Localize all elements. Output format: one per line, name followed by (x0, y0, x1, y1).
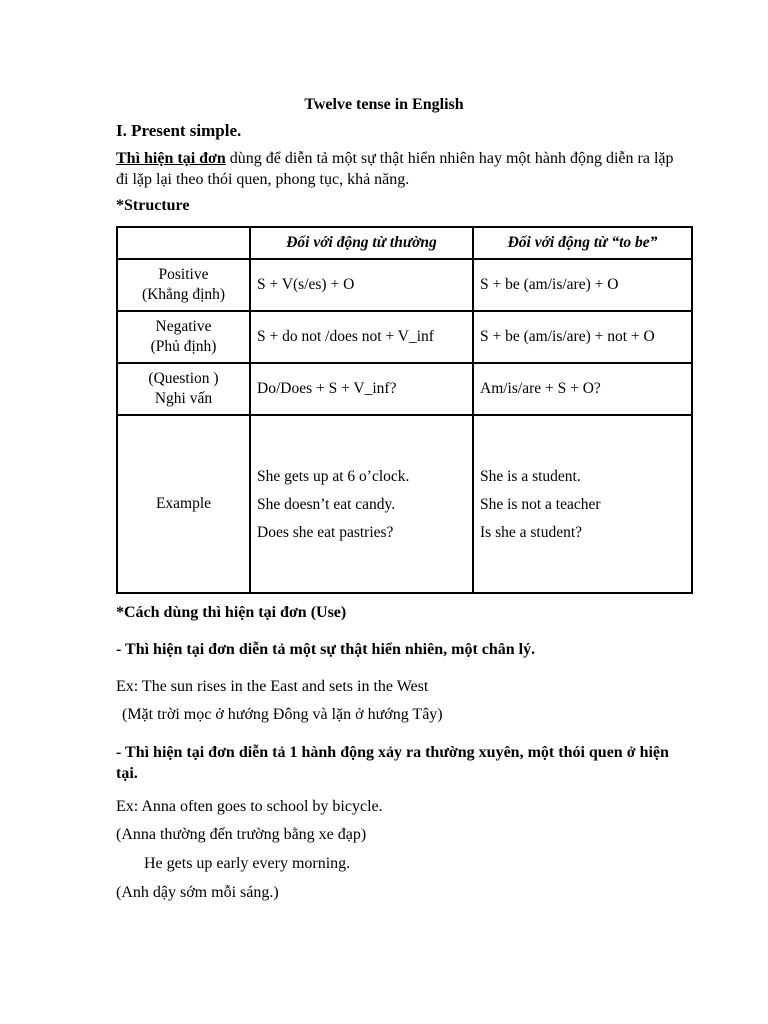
cell-to-be: Am/is/are + S + O? (473, 363, 692, 415)
section-heading: I. Present simple. (116, 121, 242, 140)
table-row (117, 363, 692, 415)
row-label-example: Example (117, 415, 250, 593)
row-label-positive (117, 259, 250, 311)
table-header-to-be: Đối với động từ “to be” (473, 227, 692, 259)
usage-bullet-1: - Thì hiện tại đơn diễn tả một sự thật hiển nhiên, một chân lý. (116, 641, 536, 658)
row-label-en: Positive (158, 266, 209, 283)
example-line: She is not a teacher (480, 495, 601, 513)
cell-regular: S + V(s/es) + O (250, 259, 473, 311)
usage-example-1: Ex: The sun rises in the East and sets in the West (116, 678, 429, 695)
table-row-example (117, 415, 692, 593)
usage-example-2: Ex: Anna often goes to school by bicycle. (116, 798, 383, 815)
table-header-empty (117, 227, 250, 259)
row-label-question (117, 363, 250, 415)
usage-example-3: He gets up early every morning. (144, 855, 351, 872)
cell-to-be: S + be (am/is/are) + not + O (473, 311, 692, 363)
usage-translation-2: (Anna thường đến trường bằng xe đạp) (116, 826, 367, 843)
row-label-en: (Question ) (148, 370, 219, 387)
table-header-row (117, 227, 692, 259)
example-line: She doesn’t eat candy. (257, 495, 396, 513)
example-line: Does she eat pastries? (257, 523, 394, 541)
table-row (117, 259, 692, 311)
table-row (117, 311, 692, 363)
row-label-vi: Nghi vấn (154, 390, 213, 407)
usage-heading: *Cách dùng thì hiện tại đơn (Use) (116, 604, 347, 621)
structure-table (116, 226, 693, 594)
row-label-vi: (Khẳng định) (141, 286, 226, 303)
cell-example-regular (250, 415, 473, 593)
cell-example-to-be (473, 415, 692, 593)
usage-bullet-2: - Thì hiện tại đơn diễn tả 1 hành động xảy ra thường xuyên, một thói quen ở hiện tại. (116, 744, 669, 782)
usage-translation-1: (Mặt trời mọc ở hướng Đông và lặn ở hướng Tây) (122, 706, 443, 723)
cell-to-be: S + be (am/is/are) + O (473, 259, 692, 311)
table-header-regular: Đối với động từ thường (250, 227, 473, 259)
intro-text: dùng để diễn tả một sự thật hiển nhiên hay một hành động diễn ra lặp đi lặp lại theo thói quen, phong tục, khả năng. (116, 150, 674, 188)
cell-regular: S + do not /does not + V_inf (250, 311, 473, 363)
intro-paragraph (116, 148, 676, 190)
row-label-vi: (Phủ định) (150, 338, 217, 355)
structure-heading: *Structure (116, 197, 190, 214)
document-title: Twelve tense in English (304, 96, 464, 113)
usage-translation-3: (Anh dậy sớm mỗi sáng.) (116, 884, 279, 901)
example-line: Is she a student? (480, 523, 583, 541)
cell-regular: Do/Does + S + V_inf? (250, 363, 473, 415)
example-line: She gets up at 6 o’clock. (257, 467, 410, 485)
row-label-negative (117, 311, 250, 363)
intro-term: Thì hiện tại đơn (116, 150, 226, 167)
row-label-en: Negative (155, 318, 212, 335)
example-line: She is a student. (480, 467, 581, 485)
